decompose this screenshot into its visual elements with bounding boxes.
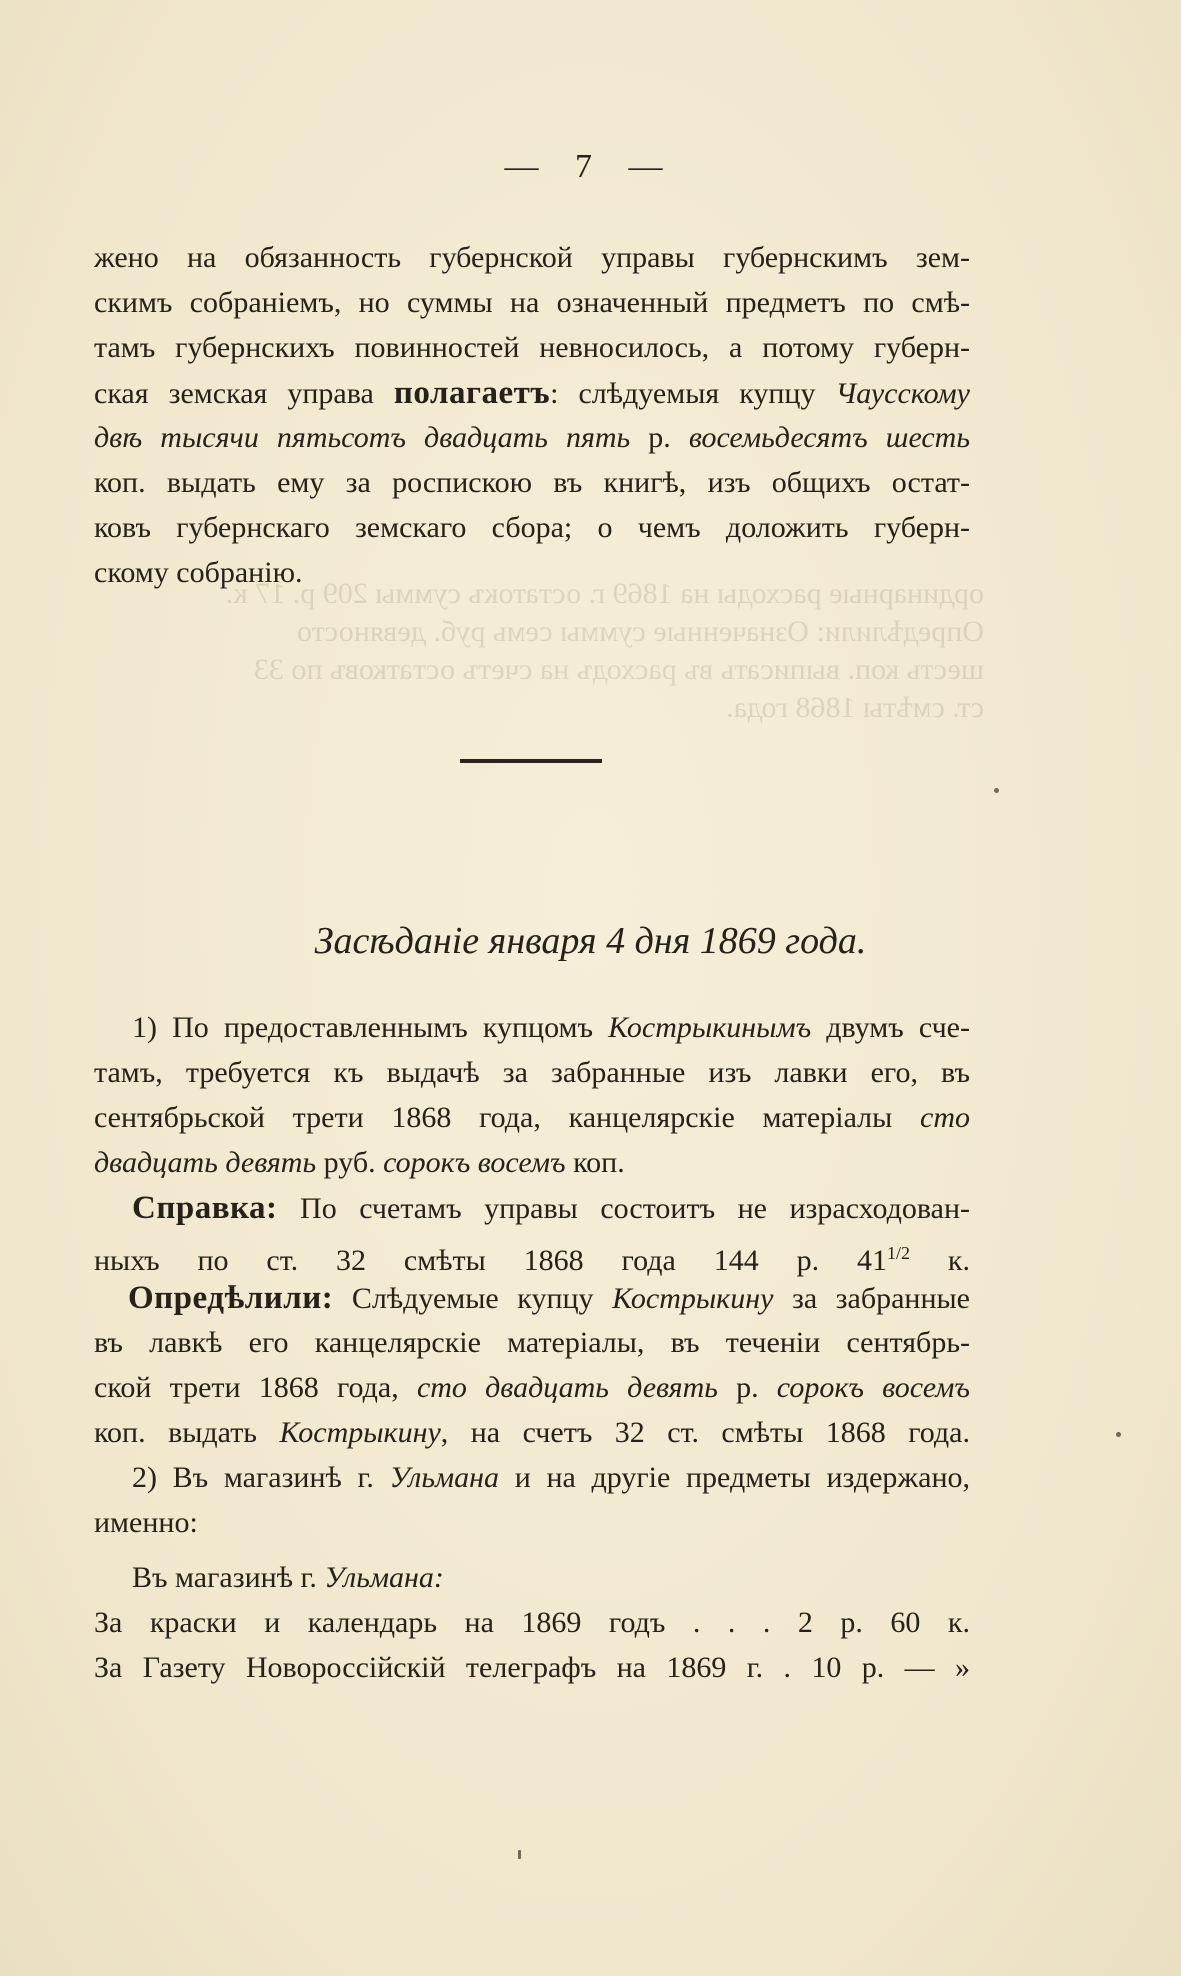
text-span: коп. выдать <box>94 1416 280 1449</box>
ink-speck <box>994 788 999 793</box>
italic-name: Кострыкину <box>279 1416 441 1449</box>
bleed-line: ординарные расходы на 1869 г. остатокъ суммы 209 р. 17 к. <box>225 577 984 610</box>
text-span: 1) По предоставленнымъ купцомъ <box>132 1011 609 1044</box>
bleed-line: ст. смѣты 1868 года. <box>726 691 984 724</box>
text-line <box>94 1145 970 1181</box>
text-span: сентябрьской трети 1868 года, канцелярскіе матеріалы <box>94 1101 921 1134</box>
text-line: скимъ собраніемъ, но суммы на означенный предметъ по смѣ- <box>94 286 970 319</box>
text-span: к. <box>910 1244 971 1277</box>
resolution-label: Опредѣлили: <box>128 1280 334 1316</box>
text-line <box>94 1560 970 1596</box>
bleed-line: шесть коп. выписать въ расходъ на счетъ остатковъ по 33 <box>253 653 984 686</box>
text-line: коп. выдать ему за роспискою въ книгѣ, изъ общихъ остат- <box>94 466 970 499</box>
text-line <box>94 1415 970 1451</box>
italic-name: Кострыкинымъ <box>608 1011 812 1044</box>
italic-amount: двадцать девять <box>94 1146 317 1179</box>
text-span: ская земская управа <box>94 377 394 410</box>
bold-term: полагаетъ <box>393 375 551 411</box>
text-line: именно: <box>94 1506 198 1539</box>
text-line: тамъ, требуется къ выдачѣ за забранные изъ лавки его, въ <box>94 1056 970 1089</box>
text-span: Въ магазинѣ г. <box>132 1561 325 1594</box>
text-line <box>94 1235 970 1279</box>
text-span: : слѣдуемыя купцу <box>550 377 836 410</box>
text-line: скому собранію. <box>94 556 303 589</box>
bleed-through-text <box>84 575 984 727</box>
italic-name: Кострыкину <box>612 1282 774 1315</box>
italic-amount: двѣ тысячи пятьсотъ двадцать пять <box>94 421 631 454</box>
text-line <box>94 1190 970 1227</box>
italic-name: Ульмана <box>389 1461 500 1494</box>
ink-speck <box>518 1850 521 1859</box>
text-line <box>94 1280 970 1317</box>
expense-line: За Газету Новороссійскій телеграфъ на 1869 г. . 10 р. — » <box>94 1651 970 1684</box>
text-span: ской трети 1868 года, <box>94 1371 417 1404</box>
text-line: жено на обязанность губернской управы губернскимъ зем- <box>94 241 970 274</box>
italic-amount: сто двадцать девять <box>416 1371 718 1404</box>
text-span: 2) Въ магазинѣ г. <box>132 1461 390 1494</box>
page-number: — 7 — <box>504 148 677 185</box>
bleed-line: Опредѣлили: Означенные суммы семь руб. девяносто <box>296 615 984 648</box>
text-line <box>94 1460 970 1496</box>
text-span: , на счетъ 32 ст. смѣты 1868 года. <box>440 1416 970 1449</box>
fraction: 1/2 <box>887 1243 911 1263</box>
text-span: ныхъ по ст. 32 смѣты 1868 года 144 р. 41 <box>94 1244 888 1277</box>
spravka-label: Справка: <box>132 1190 278 1226</box>
session-heading: Засѣданіе января 4 дня 1869 года. <box>314 920 867 962</box>
ink-speck <box>1116 1432 1121 1437</box>
italic-amount: восемьдесятъ шесть <box>688 421 970 454</box>
text-line <box>94 375 970 412</box>
text-span: р. <box>630 421 689 454</box>
italic-amount: сорокъ восемъ <box>776 1371 970 1404</box>
italic-amount: сто <box>920 1101 970 1134</box>
text-span: коп. <box>565 1146 625 1179</box>
italic-amount: сорокъ восемъ <box>383 1146 566 1179</box>
text-span: и на другіе предметы издержано, <box>499 1461 970 1494</box>
text-line: въ лавкѣ его канцелярскіе матеріалы, въ теченіи сентябрь- <box>94 1326 970 1359</box>
italic-name: Чаусскому <box>835 377 970 410</box>
text-span: По счетамъ управы состоитъ не израсходован- <box>277 1192 970 1225</box>
text-line <box>94 1100 970 1136</box>
text-span: р. <box>717 1371 777 1404</box>
text-span: двумъ сче- <box>811 1011 970 1044</box>
text-line: ковъ губернскаго земскаго сбора; о чемъ доложить губерн- <box>94 511 970 544</box>
text-line <box>94 1370 970 1406</box>
expense-line: За краски и календарь на 1869 годъ . . . 2 р. 60 к. <box>94 1606 970 1639</box>
text-line: тамъ губернскихъ повинностей невносилось, а потому губерн- <box>94 331 970 364</box>
section-divider <box>460 759 602 763</box>
italic-name: Ульмана: <box>324 1561 444 1594</box>
text-span: Слѣдуемые купцу <box>333 1282 613 1315</box>
text-span: за забранные <box>773 1282 971 1315</box>
text-line <box>94 420 970 456</box>
text-line <box>94 1010 970 1046</box>
text-span: руб. <box>316 1146 384 1179</box>
